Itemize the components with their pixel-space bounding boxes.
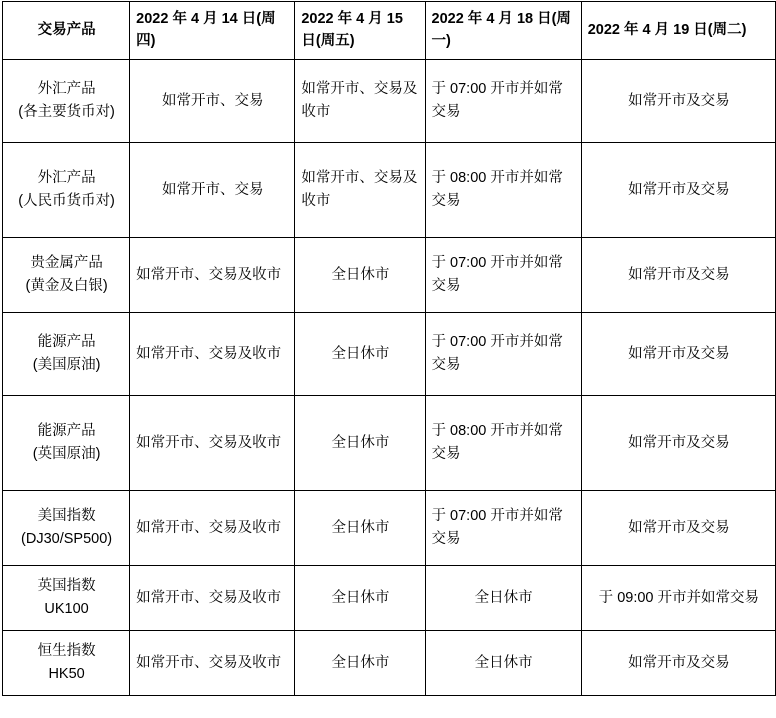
row-cell-date-3: 全日休市 <box>425 630 581 695</box>
row-cell-date-1: 如常开市、交易及收市 <box>130 630 295 695</box>
row-product-cell <box>3 59 130 142</box>
product-name-line: 贵金属产品 <box>30 255 103 272</box>
row-product-cell <box>3 237 130 312</box>
table-row <box>3 237 776 312</box>
row-cell-date-4: 如常开市及交易 <box>581 395 775 490</box>
row-cell-date-4: 如常开市及交易 <box>581 237 775 312</box>
row-cell-date-2: 全日休市 <box>295 490 425 565</box>
row-cell-date-4: 如常开市及交易 <box>581 490 775 565</box>
column-header-date-1: 2022 年 4 月 14 日(周四) <box>130 2 295 60</box>
row-cell-date-1: 如常开市、交易及收市 <box>130 237 295 312</box>
table-row <box>3 565 776 630</box>
product-detail-line: (黄金及白银) <box>25 277 108 294</box>
table-header-row <box>3 2 776 60</box>
column-header-date-4: 2022 年 4 月 19 日(周二) <box>581 2 775 60</box>
row-cell-date-2: 全日休市 <box>295 312 425 395</box>
row-cell-date-1: 如常开市、交易及收市 <box>130 395 295 490</box>
table-row <box>3 142 776 237</box>
product-detail-line: (美国原油) <box>32 356 101 373</box>
row-cell-date-2: 全日休市 <box>295 630 425 695</box>
table-row <box>3 490 776 565</box>
row-cell-date-4: 如常开市及交易 <box>581 312 775 395</box>
column-header-date-2: 2022 年 4 月 15 日(周五) <box>295 2 425 60</box>
product-name-line: 能源产品 <box>37 334 96 351</box>
product-name-line: 英国指数 <box>37 578 96 595</box>
document-sheet <box>0 1 776 718</box>
row-cell-date-3: 全日休市 <box>425 565 581 630</box>
row-cell-date-3: 于 07:00 开市并如常交易 <box>425 237 581 312</box>
row-cell-date-2: 全日休市 <box>295 395 425 490</box>
product-name-line: 恒生指数 <box>37 643 96 660</box>
product-detail-line: (各主要货币对) <box>18 103 115 120</box>
table-row <box>3 312 776 395</box>
row-cell-date-4: 如常开市及交易 <box>581 142 775 237</box>
row-cell-date-3: 于 07:00 开市并如常交易 <box>425 312 581 395</box>
table-header <box>3 2 776 60</box>
row-product-cell <box>3 312 130 395</box>
product-detail-line: HK50 <box>48 665 85 682</box>
row-cell-date-3: 于 08:00 开市并如常交易 <box>425 142 581 237</box>
product-detail-line: UK100 <box>44 600 89 617</box>
row-cell-date-1: 如常开市、交易及收市 <box>130 490 295 565</box>
column-header-product: 交易产品 <box>3 2 130 60</box>
product-detail-line: (人民币货币对) <box>18 192 115 209</box>
row-cell-date-3: 于 08:00 开市并如常交易 <box>425 395 581 490</box>
row-cell-date-3: 于 07:00 开市并如常交易 <box>425 490 581 565</box>
row-cell-date-2: 如常开市、交易及收市 <box>295 59 425 142</box>
row-cell-date-1: 如常开市、交易及收市 <box>130 565 295 630</box>
table-body <box>3 59 776 695</box>
row-cell-date-3: 于 07:00 开市并如常交易 <box>425 59 581 142</box>
row-cell-date-1: 如常开市、交易 <box>130 142 295 237</box>
row-cell-date-2: 全日休市 <box>295 565 425 630</box>
product-name-line: 外汇产品 <box>37 170 96 187</box>
product-name-line: 能源产品 <box>37 423 96 440</box>
product-detail-line: (英国原油) <box>32 445 101 462</box>
table-row <box>3 630 776 695</box>
row-product-cell <box>3 630 130 695</box>
row-cell-date-4: 如常开市及交易 <box>581 59 775 142</box>
table-row <box>3 395 776 490</box>
row-product-cell <box>3 490 130 565</box>
row-product-cell <box>3 395 130 490</box>
row-cell-date-1: 如常开市、交易 <box>130 59 295 142</box>
row-cell-date-2: 全日休市 <box>295 237 425 312</box>
trading-schedule-table <box>2 1 776 696</box>
row-cell-date-4: 如常开市及交易 <box>581 630 775 695</box>
product-name-line: 美国指数 <box>37 508 96 525</box>
row-product-cell <box>3 142 130 237</box>
column-header-date-3: 2022 年 4 月 18 日(周一) <box>425 2 581 60</box>
table-row <box>3 59 776 142</box>
product-detail-line: (DJ30/SP500) <box>21 530 113 547</box>
row-cell-date-1: 如常开市、交易及收市 <box>130 312 295 395</box>
row-cell-date-2: 如常开市、交易及收市 <box>295 142 425 237</box>
row-cell-date-4: 于 09:00 开市并如常交易 <box>581 565 775 630</box>
product-name-line: 外汇产品 <box>37 81 96 98</box>
row-product-cell <box>3 565 130 630</box>
